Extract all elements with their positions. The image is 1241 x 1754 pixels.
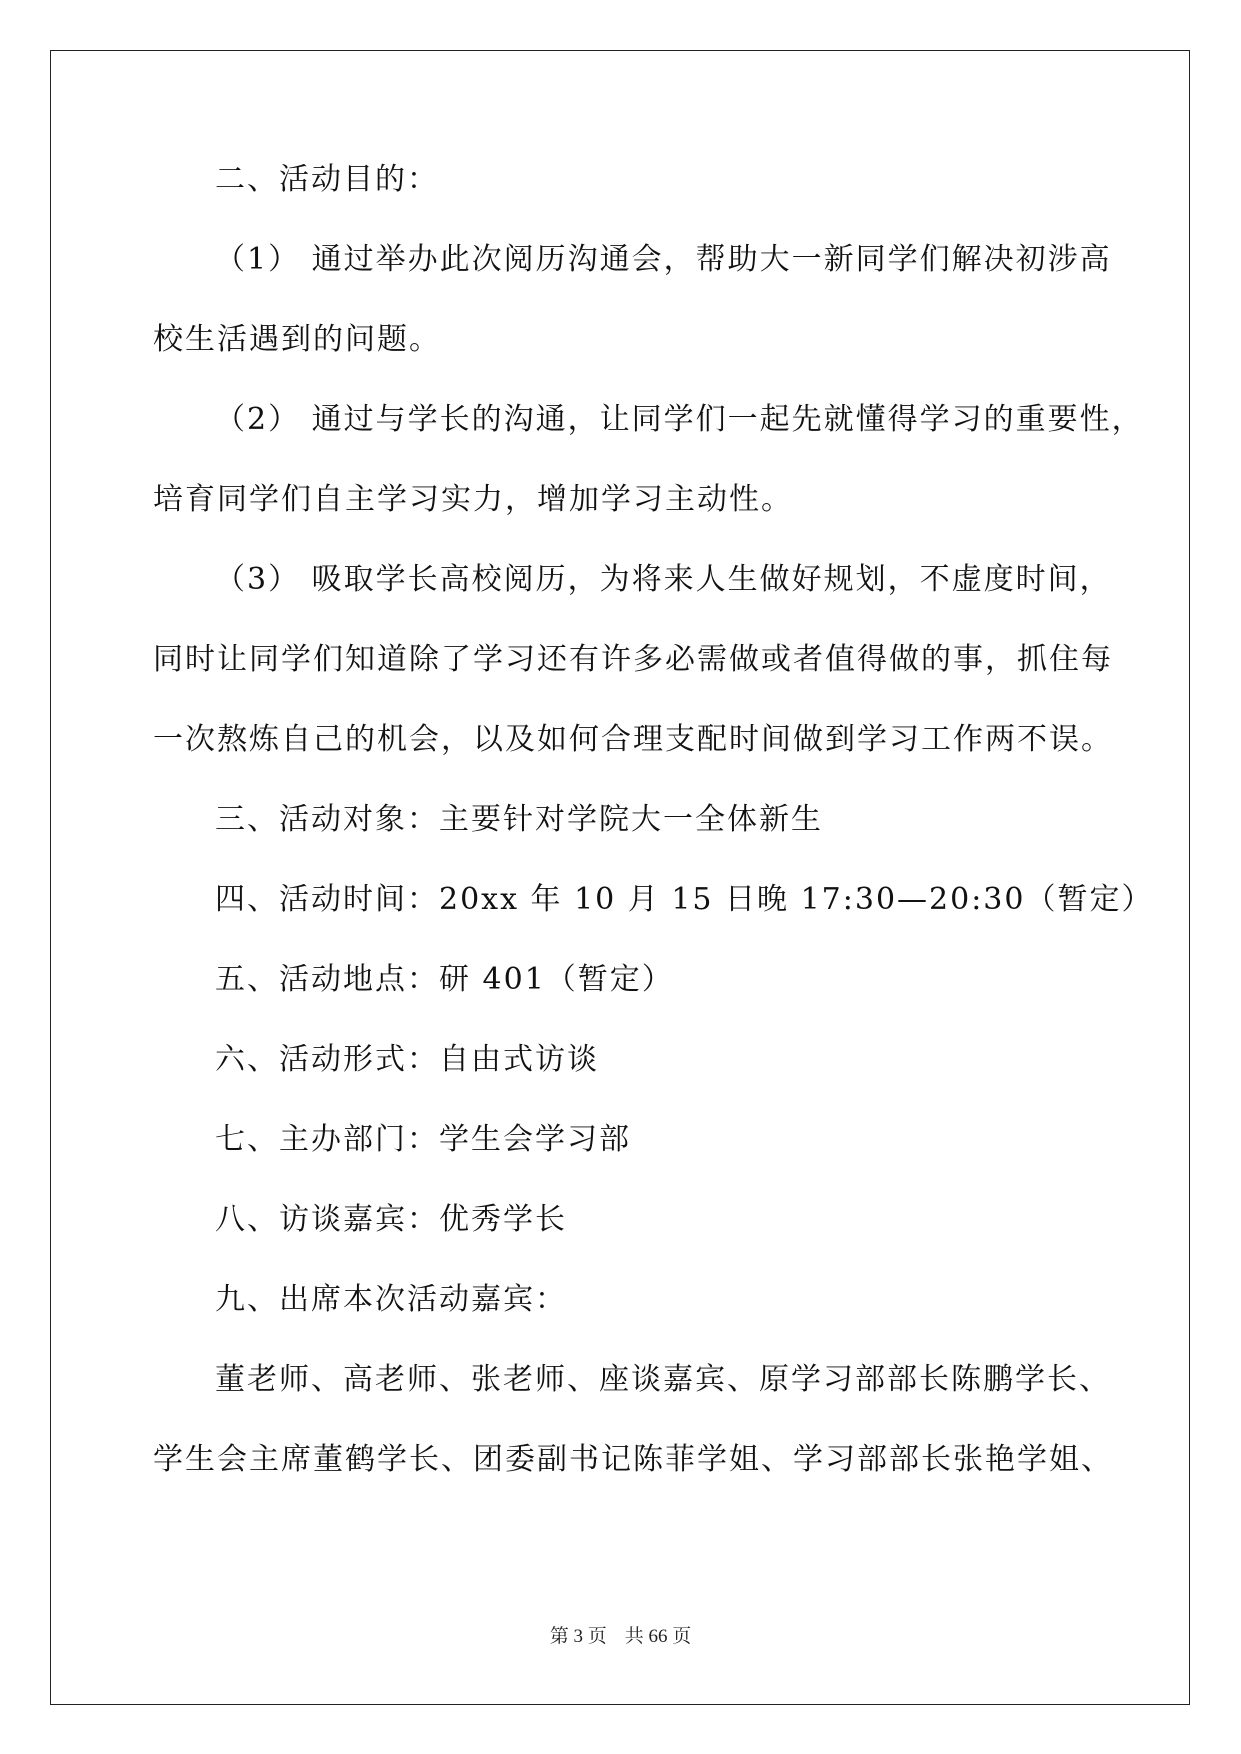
heading-organizer: 七、主办部门：学生会学习部 bbox=[215, 1122, 631, 1157]
page-total: 共 66 页 bbox=[624, 1626, 692, 1647]
paragraph-line: 培育同学们自主学习实力，增加学习主动性。 bbox=[153, 482, 793, 517]
page-footer bbox=[0, 1625, 1241, 1649]
paragraph-line: 校生活遇到的问题。 bbox=[153, 322, 441, 357]
paragraph-line: 同时让同学们知道除了学习还有许多必需做或者值得做的事，抓住每 bbox=[153, 642, 1113, 677]
heading-location: 五、活动地点：研 401（暂定） bbox=[215, 962, 674, 997]
heading-time: 四、活动时间：20xx 年 10 月 15 日晚 17:30—20:30（暂定） bbox=[215, 882, 1154, 917]
heading-attendees: 九、出席本次活动嘉宾： bbox=[215, 1282, 567, 1317]
heading-guests: 八、访谈嘉宾：优秀学长 bbox=[215, 1202, 567, 1237]
paragraph-line: 一次熬炼自己的机会，以及如何合理支配时间做到学习工作两不误。 bbox=[153, 722, 1113, 757]
paragraph-line: 学生会主席董鹤学长、团委副书记陈菲学姐、学习部部长张艳学姐、 bbox=[153, 1442, 1113, 1477]
paragraph-line: 董老师、高老师、张老师、座谈嘉宾、原学习部部长陈鹏学长、 bbox=[215, 1362, 1111, 1397]
heading-format: 六、活动形式：自由式访谈 bbox=[215, 1042, 599, 1077]
paragraph-line: （2） 通过与学长的沟通，让同学们一起先就懂得学习的重要性， bbox=[215, 402, 1144, 437]
heading-audience: 三、活动对象：主要针对学院大一全体新生 bbox=[215, 802, 823, 837]
heading-objectives: 二、活动目的： bbox=[215, 162, 439, 197]
paragraph-line: （1） 通过举办此次阅历沟通会，帮助大一新同学们解决初涉高 bbox=[215, 242, 1112, 277]
page-number: 第 3 页 bbox=[549, 1626, 607, 1647]
paragraph-line: （3） 吸取学长高校阅历，为将来人生做好规划，不虚度时间， bbox=[215, 562, 1112, 597]
